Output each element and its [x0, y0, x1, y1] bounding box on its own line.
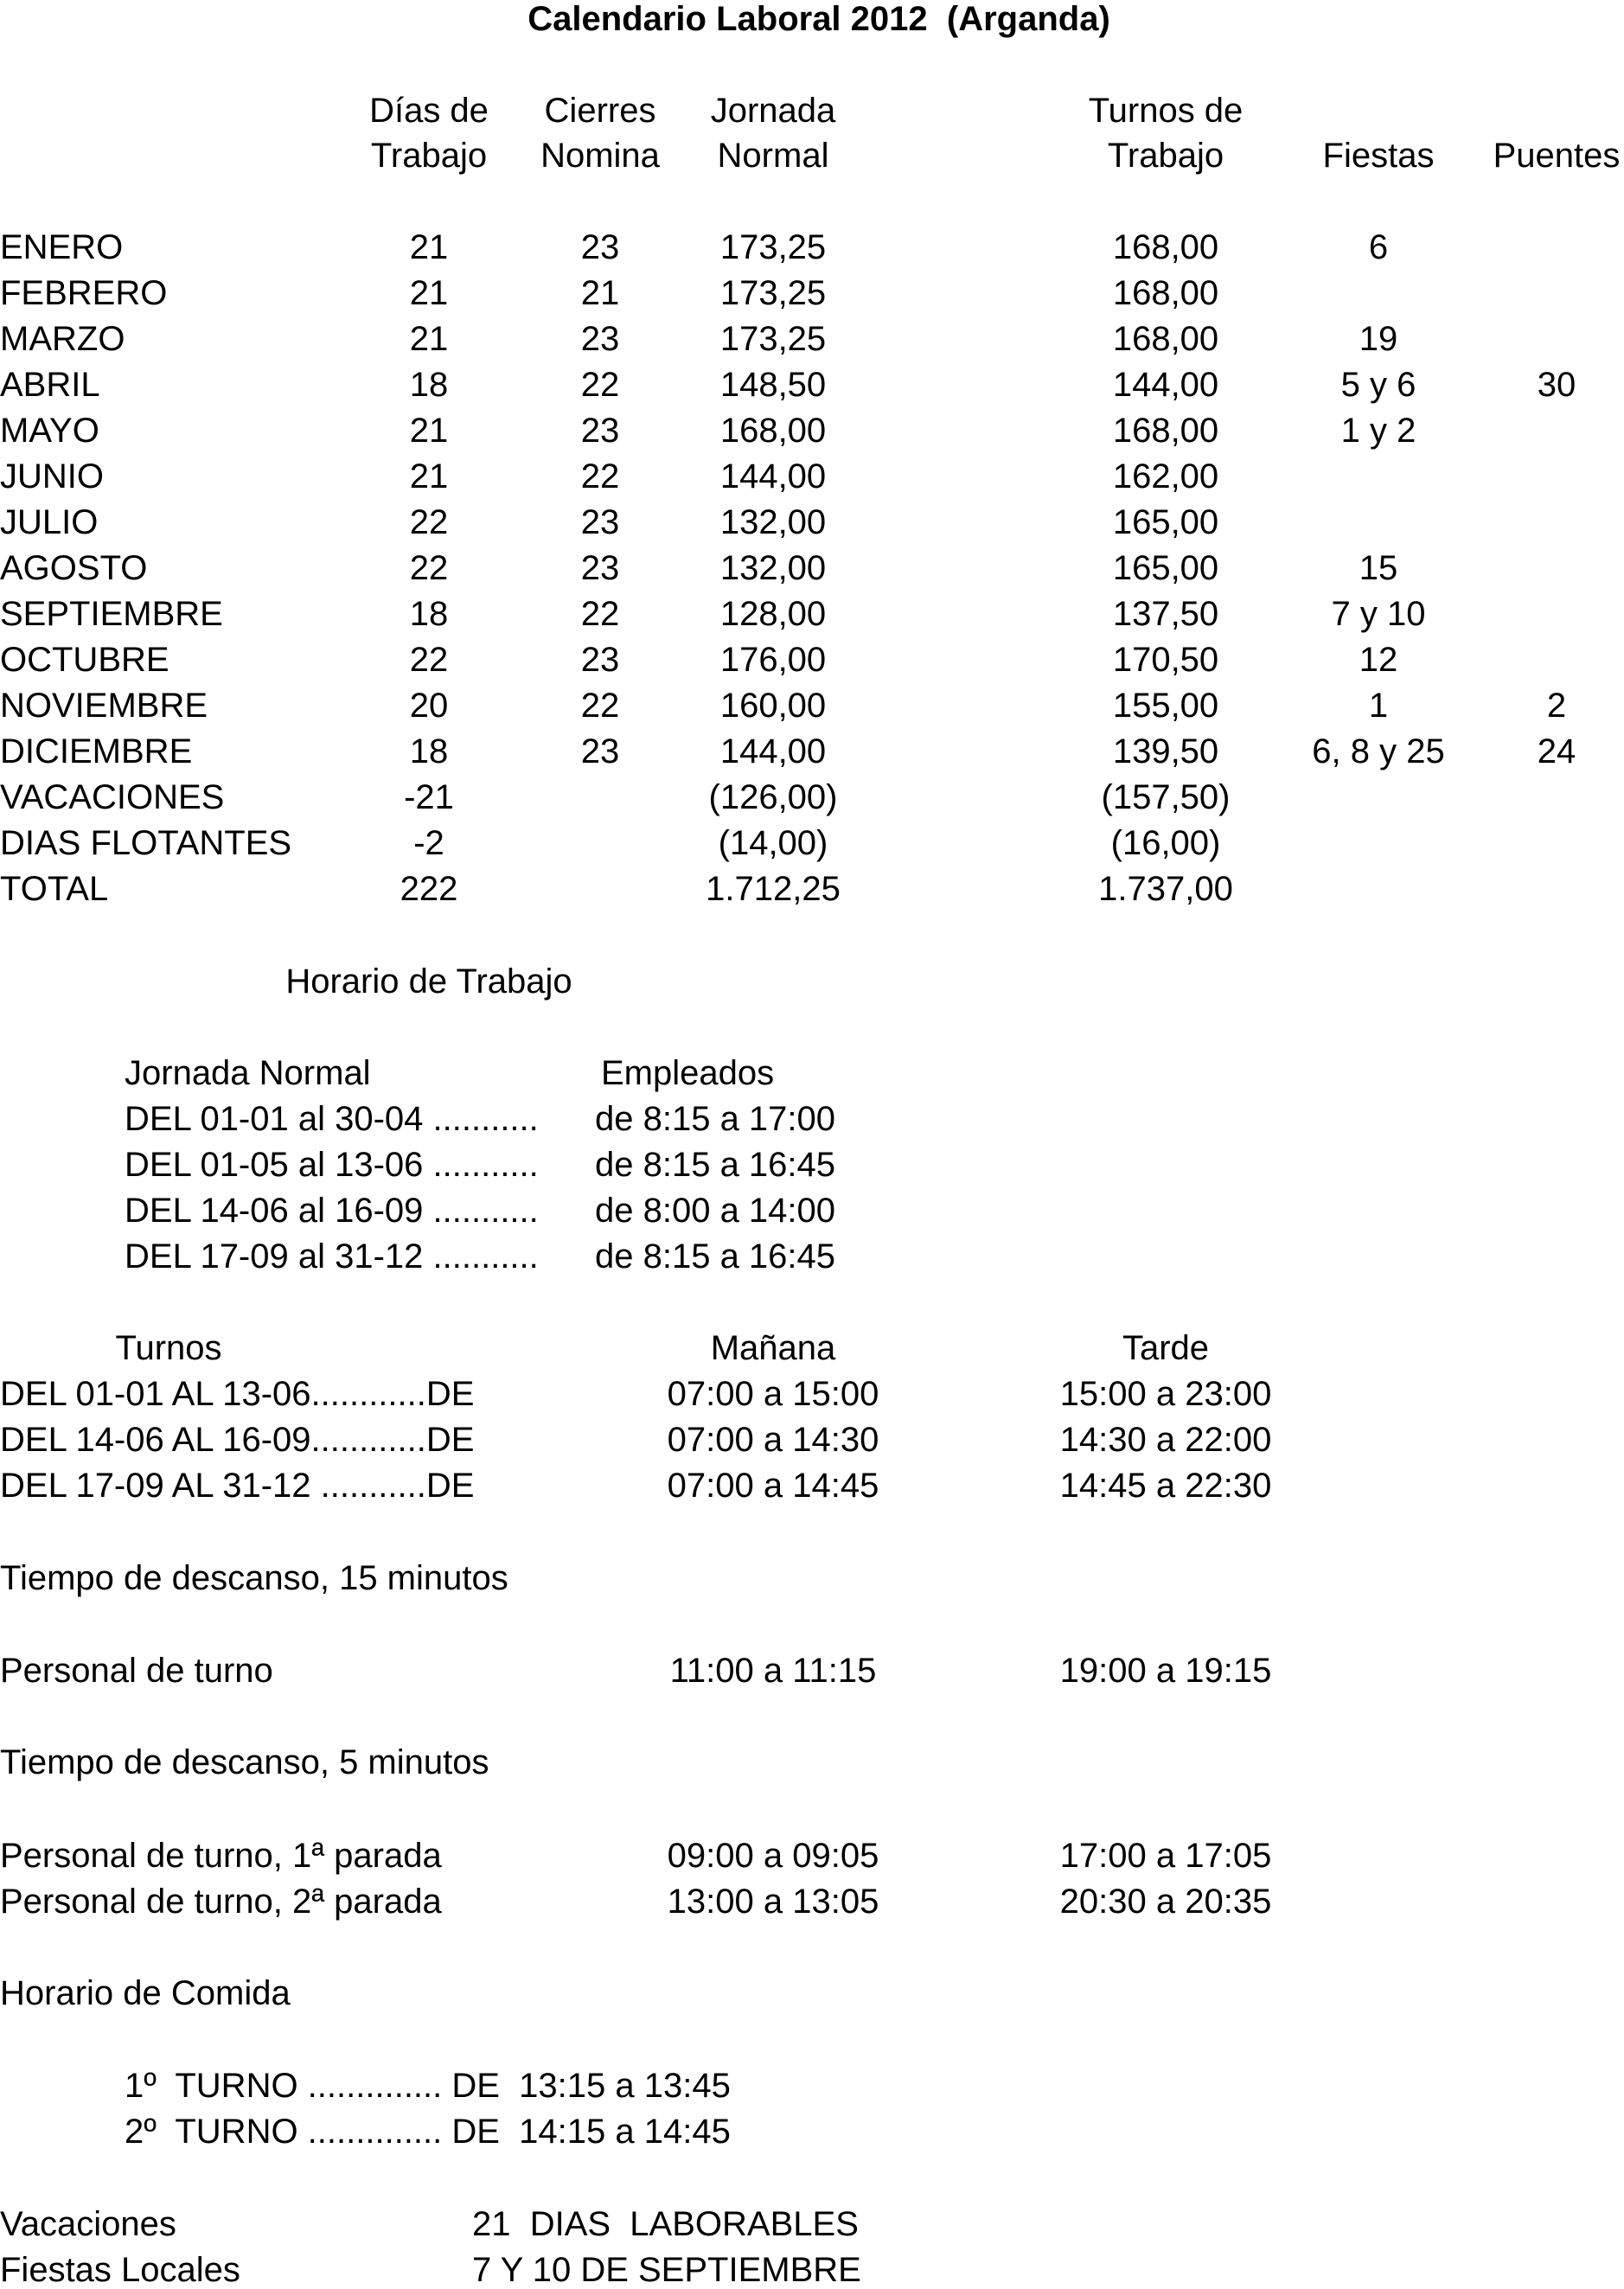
dias-trabajo-value: 22	[409, 503, 449, 541]
dias-trabajo-value: 20	[409, 687, 449, 725]
turno-manana: 07:00 a 14:45	[667, 1467, 879, 1505]
horario-hours: de 8:15 a 17:00	[595, 1100, 836, 1138]
vacaciones-label: Vacaciones	[0, 2205, 176, 2243]
manana-label: Mañana	[710, 1329, 836, 1367]
descanso-5-tarde: 20:30 a 20:35	[1059, 1883, 1272, 1921]
turnos-trabajo-value: (16,00)	[1110, 824, 1221, 862]
table-row	[0, 551, 1624, 597]
horario-hours: de 8:15 a 16:45	[595, 1237, 836, 1276]
descanso-5-manana: 13:00 a 13:05	[667, 1883, 879, 1921]
fiestas-value: 1	[1368, 687, 1389, 725]
header-puentes: Puentes	[1493, 137, 1621, 175]
fiestas-value: 12	[1359, 641, 1398, 679]
header-fiestas: Fiestas	[1322, 137, 1435, 175]
month-name: VACACIONES	[0, 778, 225, 816]
month-name: DICIEMBRE	[0, 732, 193, 770]
turnos-trabajo-value: 139,50	[1112, 732, 1219, 770]
jornada-normal-value: 132,00	[719, 549, 827, 587]
jornada-normal-value: 173,25	[719, 274, 827, 312]
jornada-normal-value: (126,00)	[708, 778, 838, 816]
jornada-normal-value: 144,00	[719, 732, 827, 770]
descanso-15-manana: 11:00 a 11:15	[669, 1652, 877, 1690]
cierres-nomina-value: 22	[580, 595, 620, 633]
cierres-nomina-value: 22	[580, 366, 620, 404]
header-turnos-line2: Trabajo	[1107, 137, 1224, 175]
month-name: AGOSTO	[0, 549, 148, 587]
table-row	[0, 597, 1624, 643]
dias-trabajo-value: 21	[409, 412, 449, 450]
fiestas-value: 7 y 10	[1331, 595, 1426, 633]
dias-trabajo-value: 21	[409, 228, 449, 266]
fiestas-locales-value: 7 Y 10 DE SEPTIEMBRE	[472, 2251, 861, 2289]
dias-trabajo-value: 21	[409, 457, 449, 496]
table-row	[0, 459, 1624, 505]
month-name: FEBRERO	[0, 274, 168, 312]
turnos-trabajo-value: 168,00	[1112, 320, 1219, 358]
turnos-trabajo-value: (157,50)	[1101, 778, 1231, 816]
cierres-nomina-value: 23	[580, 412, 620, 450]
cierres-nomina-value: 22	[580, 687, 620, 725]
table-row	[0, 643, 1624, 688]
header-jornada-line2: Normal	[717, 137, 829, 175]
fiestas-value: 15	[1359, 549, 1398, 587]
table-row	[0, 276, 1624, 322]
cierres-nomina-value: 23	[580, 641, 620, 679]
fiestas-value: 1 y 2	[1340, 412, 1416, 450]
jornada-normal-label: Jornada Normal	[125, 1054, 371, 1092]
turno-tarde: 14:30 a 22:00	[1059, 1421, 1272, 1459]
turnos-trabajo-value: 168,00	[1112, 412, 1219, 450]
dias-trabajo-value: 21	[409, 274, 449, 312]
fiestas-locales-label: Fiestas Locales	[0, 2251, 240, 2289]
dias-trabajo-value: 222	[400, 870, 458, 908]
page-title: Calendario Laboral 2012 (Arganda)	[527, 0, 1110, 38]
dias-trabajo-value: -21	[404, 778, 454, 816]
turnos-trabajo-value: 168,00	[1112, 228, 1219, 266]
month-name: TOTAL	[0, 870, 109, 908]
turnos-trabajo-value: 1.737,00	[1098, 870, 1233, 908]
header-cierres-line2: Nomina	[540, 137, 660, 175]
jornada-normal-value: 1.712,25	[706, 870, 841, 908]
horario-range: DEL 14-06 al 16-09 ...........	[125, 1192, 539, 1230]
fiestas-value: 6	[1368, 228, 1389, 266]
jornada-normal-value: 148,50	[719, 366, 827, 404]
jornada-normal-value: 173,25	[719, 228, 827, 266]
comida-turno: 1º TURNO .............. DE 13:15 a 13:45	[125, 2067, 731, 2105]
turno-tarde: 14:45 a 22:30	[1059, 1467, 1272, 1505]
jornada-normal-value: 144,00	[719, 457, 827, 496]
comida-turno: 2º TURNO .............. DE 14:15 a 14:45	[125, 2113, 731, 2151]
turnos-trabajo-value: 155,00	[1112, 687, 1219, 725]
header-dias-line2: Trabajo	[370, 137, 488, 175]
cierres-nomina-value: 23	[580, 503, 620, 541]
puentes-value: 30	[1537, 366, 1576, 404]
descanso-15-tarde: 19:00 a 19:15	[1059, 1652, 1272, 1690]
turnos-trabajo-value: 162,00	[1112, 457, 1219, 496]
turnos-trabajo-value: 165,00	[1112, 503, 1219, 541]
empleados-label: Empleados	[601, 1054, 775, 1092]
descanso-15-heading: Tiempo de descanso, 15 minutos	[0, 1559, 508, 1597]
table-row	[0, 230, 1624, 276]
tarde-label: Tarde	[1122, 1329, 1210, 1367]
cierres-nomina-value: 23	[580, 320, 620, 358]
horario-hours: de 8:00 a 14:00	[595, 1192, 836, 1230]
turnos-trabajo-value: 170,50	[1112, 641, 1219, 679]
turnos-trabajo-value: 137,50	[1112, 595, 1219, 633]
header-cierres-line1: Cierres	[544, 92, 656, 130]
turno-tarde: 15:00 a 23:00	[1059, 1375, 1272, 1413]
puentes-value: 2	[1546, 687, 1567, 725]
turnos-trabajo-value: 165,00	[1112, 549, 1219, 587]
header-jornada-line1: Jornada	[710, 92, 836, 130]
turno-range: DEL 17-09 AL 31-12 ...........DE	[0, 1467, 475, 1505]
comida-heading: Horario de Comida	[0, 1974, 291, 2012]
descanso-5-manana: 09:00 a 09:05	[667, 1837, 879, 1875]
jornada-normal-value: 168,00	[719, 412, 827, 450]
cierres-nomina-value: 23	[580, 228, 620, 266]
fiestas-value: 5 y 6	[1340, 366, 1416, 404]
fiestas-value: 19	[1359, 320, 1398, 358]
month-name: ENERO	[0, 228, 124, 266]
turno-range: DEL 14-06 AL 16-09............DE	[0, 1421, 475, 1459]
descanso-15-label: Personal de turno	[0, 1652, 273, 1690]
turno-manana: 07:00 a 14:30	[667, 1421, 879, 1459]
cierres-nomina-value: 23	[580, 549, 620, 587]
month-name: MARZO	[0, 320, 125, 358]
month-name: JUNIO	[0, 457, 104, 496]
turnos-trabajo-value: 144,00	[1112, 366, 1219, 404]
dias-trabajo-value: 18	[409, 595, 449, 633]
turnos-trabajo-value: 168,00	[1112, 274, 1219, 312]
vacaciones-value: 21 DIAS LABORABLES	[472, 2205, 859, 2243]
month-name: DIAS FLOTANTES	[0, 824, 292, 862]
table-row	[0, 322, 1624, 368]
horario-heading: Horario de Trabajo	[285, 962, 572, 1001]
descanso-5-heading: Tiempo de descanso, 5 minutos	[0, 1743, 489, 1781]
dias-trabajo-value: 21	[409, 320, 449, 358]
jornada-normal-value: 160,00	[719, 687, 827, 725]
fiestas-value: 6, 8 y 25	[1312, 732, 1445, 770]
table-row	[0, 505, 1624, 551]
horario-range: DEL 01-05 al 13-06 ...........	[125, 1146, 539, 1184]
month-name: NOVIEMBRE	[0, 687, 208, 725]
month-name: ABRIL	[0, 366, 100, 404]
puentes-value: 24	[1537, 732, 1576, 770]
table-row	[0, 734, 1624, 780]
descanso-5-label: Personal de turno, 1ª parada	[0, 1837, 442, 1875]
horario-range: DEL 01-01 al 30-04 ...........	[125, 1100, 539, 1138]
dias-trabajo-value: 22	[409, 641, 449, 679]
dias-trabajo-value: 18	[409, 366, 449, 404]
cierres-nomina-value: 22	[580, 457, 620, 496]
jornada-normal-value: 176,00	[719, 641, 827, 679]
month-name: JULIO	[0, 503, 99, 541]
table-row	[0, 688, 1624, 734]
jornada-normal-value: 173,25	[719, 320, 827, 358]
horario-range: DEL 17-09 al 31-12 ...........	[125, 1237, 539, 1276]
table-row	[0, 826, 1624, 872]
descanso-5-label: Personal de turno, 2ª parada	[0, 1883, 442, 1921]
jornada-normal-value: (14,00)	[718, 824, 828, 862]
turno-range: DEL 01-01 AL 13-06............DE	[0, 1375, 475, 1413]
cierres-nomina-value: 21	[580, 274, 620, 312]
jornada-normal-value: 132,00	[719, 503, 827, 541]
turnos-label: Turnos	[115, 1329, 222, 1367]
horario-hours: de 8:15 a 16:45	[595, 1146, 836, 1184]
month-name: MAYO	[0, 412, 99, 450]
month-name: SEPTIEMBRE	[0, 595, 223, 633]
jornada-normal-value: 128,00	[719, 595, 827, 633]
cierres-nomina-value: 23	[580, 732, 620, 770]
table-row	[0, 780, 1624, 826]
month-name: OCTUBRE	[0, 641, 169, 679]
dias-trabajo-value: 18	[409, 732, 449, 770]
header-dias-line1: Días de	[369, 92, 489, 130]
dias-trabajo-value: 22	[409, 549, 449, 587]
table-row	[0, 413, 1624, 459]
descanso-5-tarde: 17:00 a 17:05	[1059, 1837, 1272, 1875]
table-row	[0, 872, 1624, 918]
table-row	[0, 368, 1624, 413]
header-turnos-line1: Turnos de	[1088, 92, 1244, 130]
turno-manana: 07:00 a 15:00	[667, 1375, 879, 1413]
dias-trabajo-value: -2	[413, 824, 444, 862]
